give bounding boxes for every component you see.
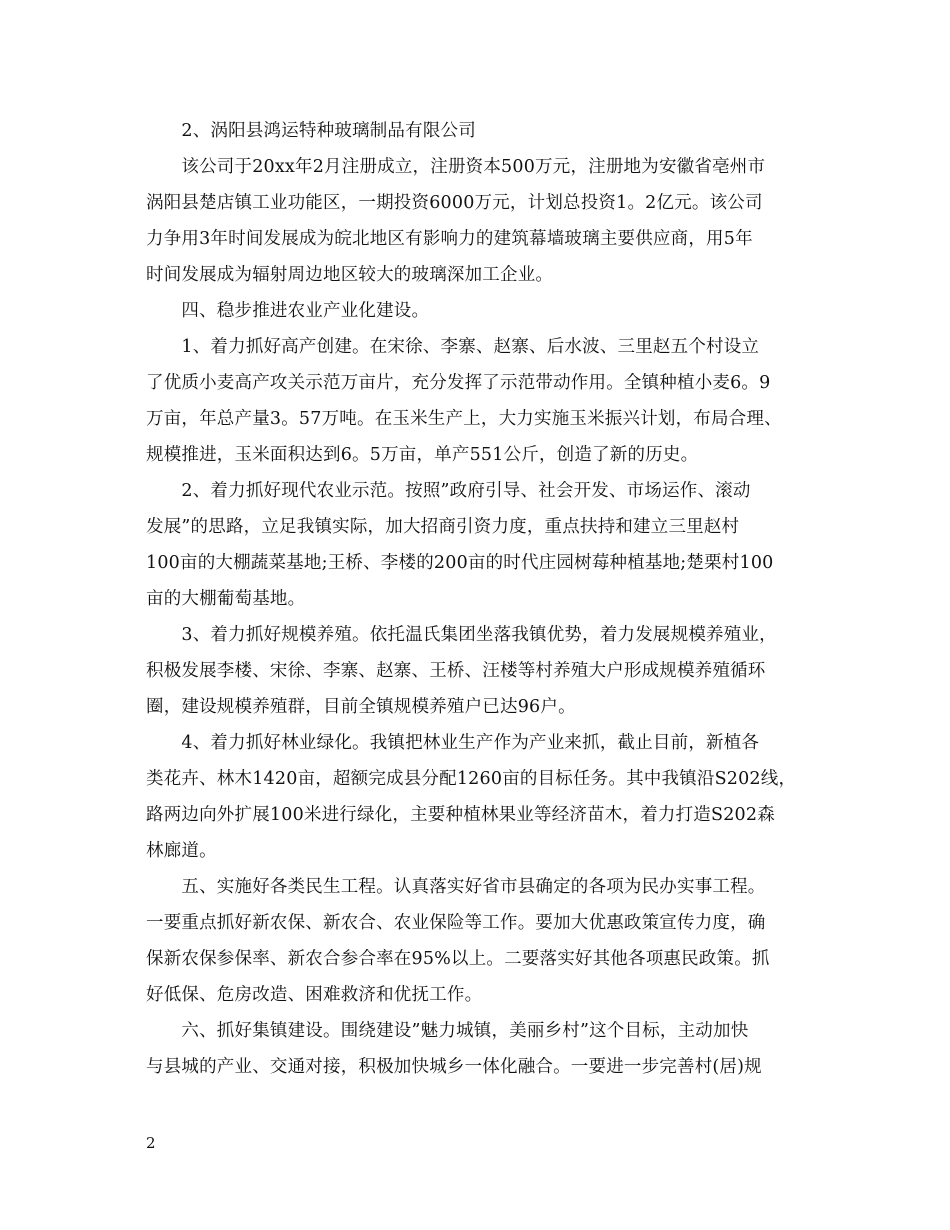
text-line: 时间发展成为辐射周边地区较大的玻璃深加工企业。 — [146, 265, 554, 285]
text-line: 林廊道。 — [146, 841, 217, 861]
text-line: 好低保、危房改造、困难救济和优抚工作。 — [146, 985, 483, 1005]
text-line: 发展”的思路，立足我镇实际，加大招商引资力度，重点扶持和建立三里赵村 — [146, 517, 740, 537]
text-line: 一要重点抓好新农保、新农合、农业保险等工作。要加大优惠政策宣传力度，确 — [146, 913, 766, 933]
text-line: 2、着力抓好现代农业示范。按照”政府引导、社会开发、市场运作、滚动 — [146, 481, 751, 501]
text-line: 规模推进，玉米面积达到6。5万亩，单产551公斤，创造了新的历史。 — [146, 445, 699, 465]
section-heading: 四、稳步推进农业产业化建设。 — [146, 301, 430, 321]
section-heading: 六、抓好集镇建设。围绕建设”魅力城镇，美丽乡村”这个目标，主动加快 — [146, 1021, 749, 1041]
text-line: 该公司于20xx年2月注册成立，注册资本500万元，注册地为安徽省亳州市 — [146, 157, 766, 177]
text-line: 路两边向外扩展100米进行绿化，主要种植林果业等经济苗木，着力打造S202森 — [146, 805, 775, 825]
text-line: 亩的大棚葡萄基地。 — [146, 589, 306, 609]
page-number: 2 — [146, 1134, 156, 1152]
text-line: 了优质小麦高产攻关示范万亩片，充分发挥了示范带动作用。全镇种植小麦6。9 — [146, 373, 771, 393]
text-line: 力争用3年时间发展成为皖北地区有影响力的建筑幕墙玻璃主要供应商，用5年 — [146, 229, 753, 249]
text-line: 1、着力抓好高产创建。在宋徐、李寨、赵寨、后水波、三里赵五个村设立 — [146, 337, 760, 357]
text-line: 4、着力抓好林业绿化。我镇把林业生产作为产业来抓，截止目前，新植各 — [146, 733, 760, 753]
text-line: 保新农保参保率、新农合参合率在95%以上。二要落实好其他各项惠民政策。抓 — [146, 949, 770, 969]
text-line: 类花卉、林木1420亩，超额完成县分配1260亩的目标任务。其中我镇沿S202线， — [146, 769, 797, 789]
text-line: 100亩的大棚蔬菜基地;王桥、李楼的200亩的时代庄园树莓种植基地;楚栗村100 — [146, 553, 774, 573]
text-line: 2、涡阳县鸿运特种玻璃制品有限公司 — [146, 121, 476, 141]
section-heading: 五、实施好各类民生工程。认真落实好省市县确定的各项为民办实事工程。 — [146, 877, 766, 897]
text-line: 涡阳县楚店镇工业功能区，一期投资6000万元，计划总投资1。2亿元。该公司 — [146, 193, 763, 213]
text-line: 积极发展李楼、宋徐、李寨、赵寨、王桥、汪楼等村养殖大户形成规模养殖循环 — [146, 661, 766, 681]
text-line: 圈，建设规模养殖群，目前全镇规模养殖户已达96户。 — [146, 697, 576, 717]
text-line: 与县城的产业、交通对接，积极加快城乡一体化融合。一要进一步完善村(居)规 — [146, 1057, 762, 1077]
text-line: 3、着力抓好规模养殖。依托温氏集团坐落我镇优势，着力发展规模养殖业， — [146, 625, 777, 645]
text-line: 万亩，年总产量3。57万吨。在玉米生产上，大力实施玉米振兴计划，布局合理、 — [146, 409, 782, 429]
